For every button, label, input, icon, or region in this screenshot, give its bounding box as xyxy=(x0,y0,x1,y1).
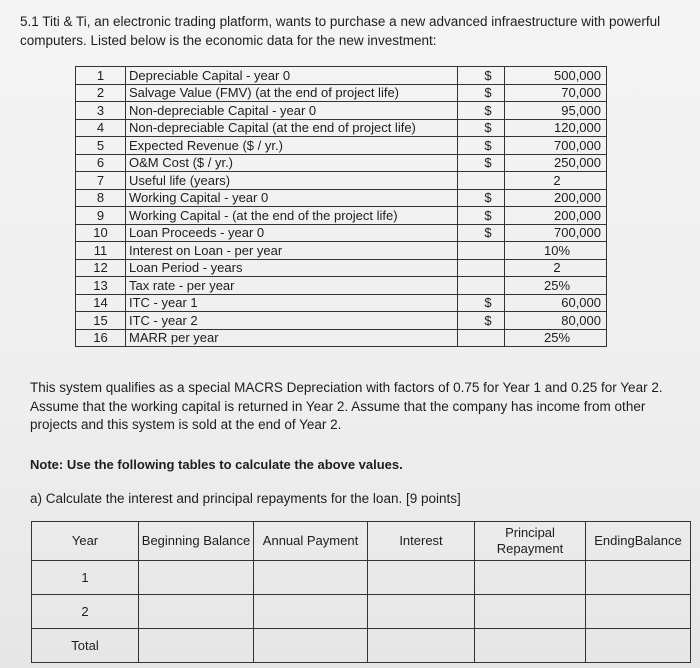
row-value: 25% xyxy=(505,277,607,295)
row-number: 4 xyxy=(76,119,126,137)
row-description: Loan Proceeds - year 0 xyxy=(126,224,458,242)
row-currency: $ xyxy=(458,84,505,102)
row-description: Loan Period - years xyxy=(126,259,458,277)
row-number: 6 xyxy=(76,154,126,172)
data-row xyxy=(76,294,607,312)
data-row xyxy=(76,84,607,102)
row-currency xyxy=(458,277,505,295)
row-currency: $ xyxy=(458,224,505,242)
loan-row xyxy=(32,629,691,663)
blank-cell[interactable] xyxy=(139,595,254,629)
data-row xyxy=(76,119,607,137)
data-row xyxy=(76,224,607,242)
row-number: 9 xyxy=(76,207,126,225)
loan-table xyxy=(31,521,691,663)
row-value: 25% xyxy=(505,329,607,347)
macrs-paragraph: This system qualifies as a special MACRS Depreciation with factors of 0.75 for Year 1 and 0.25 for Year 2. Assume that the working capital is returned in Year 2. Assume that the company has income from other projects and this system is sold at the end of Year 2. xyxy=(30,380,663,432)
row-number: 5 xyxy=(76,137,126,155)
data-row xyxy=(76,207,607,225)
row-value: 500,000 xyxy=(505,67,607,85)
header-annual-payment: Annual Payment xyxy=(254,522,368,561)
blank-cell[interactable] xyxy=(475,595,586,629)
row-number: 7 xyxy=(76,172,126,190)
row-description: Tax rate - per year xyxy=(126,277,458,295)
row-number: 1 xyxy=(76,67,126,85)
row-value: 95,000 xyxy=(505,102,607,120)
row-number: 2 xyxy=(76,84,126,102)
row-number: 11 xyxy=(76,242,126,260)
row-currency: $ xyxy=(458,67,505,85)
blank-cell[interactable] xyxy=(368,629,475,663)
loan-header-row xyxy=(32,522,691,561)
row-description: ITC - year 1 xyxy=(126,294,458,312)
row-value: 700,000 xyxy=(505,137,607,155)
question-a: a) Calculate the interest and principal repayments for the loan. [9 points] xyxy=(30,491,461,506)
blank-cell[interactable] xyxy=(586,561,691,595)
row-value: 200,000 xyxy=(505,207,607,225)
blank-cell[interactable] xyxy=(475,561,586,595)
row-number: 3 xyxy=(76,102,126,120)
row-currency xyxy=(458,329,505,347)
blank-cell[interactable] xyxy=(139,561,254,595)
row-description: Depreciable Capital - year 0 xyxy=(126,67,458,85)
blank-cell[interactable] xyxy=(586,629,691,663)
blank-cell[interactable] xyxy=(368,561,475,595)
data-row xyxy=(76,189,607,207)
row-description: Working Capital - year 0 xyxy=(126,189,458,207)
row-number: 15 xyxy=(76,312,126,330)
blank-cell[interactable] xyxy=(139,629,254,663)
row-value: 70,000 xyxy=(505,84,607,102)
row-currency: $ xyxy=(458,102,505,120)
row-currency: $ xyxy=(458,207,505,225)
row-currency xyxy=(458,172,505,190)
row-value: 10% xyxy=(505,242,607,260)
data-row xyxy=(76,154,607,172)
row-description: ITC - year 2 xyxy=(126,312,458,330)
note-text: Note: Use the following tables to calculate the above values. xyxy=(30,457,403,472)
row-currency: $ xyxy=(458,189,505,207)
row-number: 14 xyxy=(76,294,126,312)
loan-row-year: 2 xyxy=(32,595,139,629)
row-value: 700,000 xyxy=(505,224,607,242)
row-currency: $ xyxy=(458,119,505,137)
row-currency xyxy=(458,259,505,277)
row-number: 13 xyxy=(76,277,126,295)
header-year: Year xyxy=(32,522,139,561)
row-description: Non-depreciable Capital (at the end of project life) xyxy=(126,119,458,137)
row-description: Useful life (years) xyxy=(126,172,458,190)
row-value: 200,000 xyxy=(505,189,607,207)
loan-row xyxy=(32,561,691,595)
data-row xyxy=(76,102,607,120)
row-description: Expected Revenue ($ / yr.) xyxy=(126,137,458,155)
row-currency: $ xyxy=(458,294,505,312)
row-description: Working Capital - (at the end of the project life) xyxy=(126,207,458,225)
blank-cell[interactable] xyxy=(254,629,368,663)
data-row xyxy=(76,329,607,347)
row-number: 12 xyxy=(76,259,126,277)
row-description: O&M Cost ($ / yr.) xyxy=(126,154,458,172)
blank-cell[interactable] xyxy=(586,595,691,629)
loan-row-year: 1 xyxy=(32,561,139,595)
data-row xyxy=(76,172,607,190)
row-number: 8 xyxy=(76,189,126,207)
row-value: 2 xyxy=(505,172,607,190)
row-currency: $ xyxy=(458,154,505,172)
row-value: 60,000 xyxy=(505,294,607,312)
row-number: 10 xyxy=(76,224,126,242)
row-description: MARR per year xyxy=(126,329,458,347)
blank-cell[interactable] xyxy=(254,561,368,595)
blank-cell[interactable] xyxy=(254,595,368,629)
loan-row xyxy=(32,595,691,629)
row-currency: $ xyxy=(458,137,505,155)
data-row xyxy=(76,67,607,85)
problem-intro: 5.1 Titi & Ti, an electronic trading platform, wants to purchase a new advanced infraestructure with powerful computers. Listed below is the economic data for the new investment: xyxy=(20,14,661,48)
economic-data-table xyxy=(75,66,607,347)
data-row xyxy=(76,312,607,330)
data-row xyxy=(76,242,607,260)
row-description: Non-depreciable Capital - year 0 xyxy=(126,102,458,120)
row-value: 120,000 xyxy=(505,119,607,137)
row-currency: $ xyxy=(458,312,505,330)
header-ending-balance: EndingBalance xyxy=(586,522,691,561)
blank-cell[interactable] xyxy=(475,629,586,663)
blank-cell[interactable] xyxy=(368,595,475,629)
row-number: 16 xyxy=(76,329,126,347)
row-value: 2 xyxy=(505,259,607,277)
data-row xyxy=(76,259,607,277)
row-value: 250,000 xyxy=(505,154,607,172)
header-principal-repayment: Principal Repayment xyxy=(475,522,586,561)
row-value: 80,000 xyxy=(505,312,607,330)
data-row xyxy=(76,137,607,155)
row-currency xyxy=(458,242,505,260)
row-description: Interest on Loan - per year xyxy=(126,242,458,260)
row-description: Salvage Value (FMV) (at the end of project life) xyxy=(126,84,458,102)
data-row xyxy=(76,277,607,295)
loan-row-total: Total xyxy=(32,629,139,663)
header-interest: Interest xyxy=(368,522,475,561)
header-beginning-balance: Beginning Balance xyxy=(139,522,254,561)
